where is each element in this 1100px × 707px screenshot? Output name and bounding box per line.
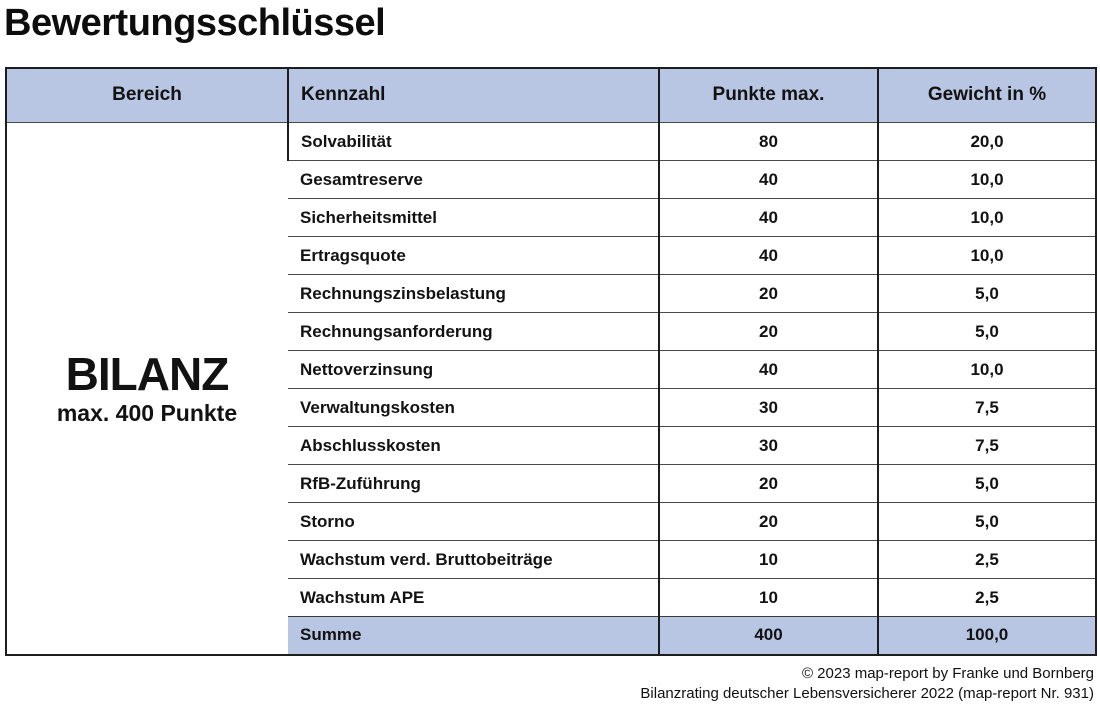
gewicht-cell: 5,0	[878, 503, 1096, 541]
kennzahl-cell: Solvabilität	[288, 123, 659, 161]
punkte-cell: 40	[659, 237, 878, 275]
header-kennzahl: Kennzahl	[288, 68, 659, 123]
gewicht-cell: 10,0	[878, 161, 1096, 199]
kennzahl-cell: Wachstum APE	[288, 579, 659, 617]
gewicht-cell: 10,0	[878, 199, 1096, 237]
gewicht-cell: 2,5	[878, 541, 1096, 579]
page-title: Bewertungsschlüssel	[4, 2, 386, 44]
punkte-cell: 30	[659, 389, 878, 427]
gewicht-cell: 5,0	[878, 313, 1096, 351]
punkte-cell: 20	[659, 275, 878, 313]
kennzahl-cell: Abschlusskosten	[288, 427, 659, 465]
kennzahl-cell: Rechnungszinsbelastung	[288, 275, 659, 313]
kennzahl-cell: Sicherheitsmittel	[288, 199, 659, 237]
bereich-subtitle: max. 400 Punkte	[56, 400, 238, 427]
header-bereich: Bereich	[6, 68, 288, 123]
kennzahl-cell: Ertragsquote	[288, 237, 659, 275]
table-row	[6, 123, 1096, 161]
gewicht-cell: 10,0	[878, 237, 1096, 275]
summe-label-cell: Summe	[288, 617, 659, 655]
footer-source: Bilanzrating deutscher Lebensversicherer 2022 (map-report Nr. 931)	[640, 684, 1094, 702]
punkte-cell: 10	[659, 579, 878, 617]
kennzahl-cell: Rechnungsanforderung	[288, 313, 659, 351]
kennzahl-cell: Verwaltungskosten	[288, 389, 659, 427]
gewicht-cell: 2,5	[878, 579, 1096, 617]
kennzahl-cell: RfB-Zuführung	[288, 465, 659, 503]
table-header-row	[6, 68, 1096, 123]
footer	[0, 664, 1094, 705]
gewicht-cell: 10,0	[878, 351, 1096, 389]
bereich-bilanz-cell	[6, 123, 288, 655]
rating-key-table	[5, 67, 1097, 656]
gewicht-cell: 20,0	[878, 123, 1096, 161]
header-punkte-max: Punkte max.	[659, 68, 878, 123]
gewicht-cell: 5,0	[878, 275, 1096, 313]
punkte-cell: 80	[659, 123, 878, 161]
punkte-cell: 30	[659, 427, 878, 465]
gewicht-cell: 7,5	[878, 427, 1096, 465]
punkte-cell: 10	[659, 541, 878, 579]
footer-copyright: © 2023 map-report by Franke und Bornberg	[801, 664, 1094, 682]
kennzahl-cell: Gesamtreserve	[288, 161, 659, 199]
summe-gewicht-cell: 100,0	[878, 617, 1096, 655]
header-gewicht: Gewicht in %	[878, 68, 1096, 123]
punkte-cell: 40	[659, 199, 878, 237]
punkte-cell: 40	[659, 161, 878, 199]
kennzahl-cell: Nettoverzinsung	[288, 351, 659, 389]
punkte-cell: 20	[659, 313, 878, 351]
gewicht-cell: 5,0	[878, 465, 1096, 503]
bereich-name: BILANZ	[65, 347, 229, 400]
gewicht-cell: 7,5	[878, 389, 1096, 427]
punkte-cell: 20	[659, 503, 878, 541]
kennzahl-cell: Wachstum verd. Bruttobeiträge	[288, 541, 659, 579]
punkte-cell: 20	[659, 465, 878, 503]
punkte-cell: 40	[659, 351, 878, 389]
kennzahl-cell: Storno	[288, 503, 659, 541]
summe-punkte-cell: 400	[659, 617, 878, 655]
